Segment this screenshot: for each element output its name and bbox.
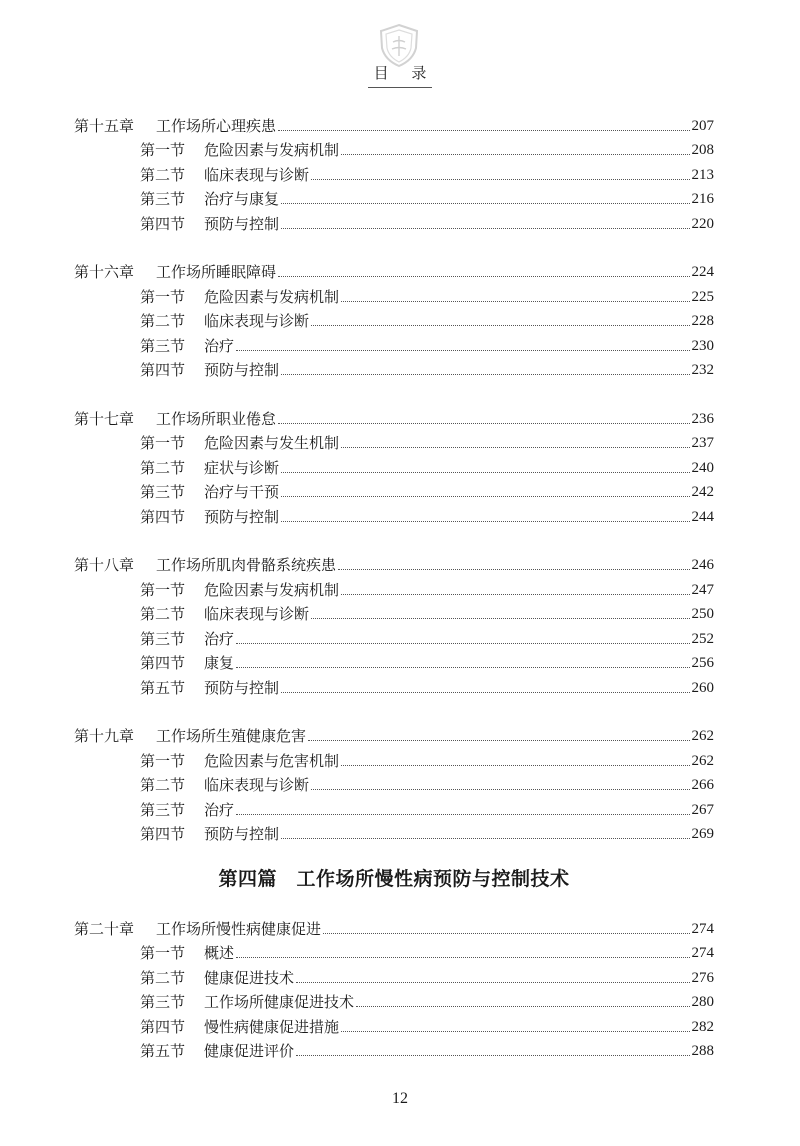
toc-section-entry-page: 262 xyxy=(691,752,714,769)
toc-section-entry-page: 276 xyxy=(691,969,714,986)
toc-section-entry-number: 第二节 xyxy=(140,458,186,477)
toc-section-entry-page: 288 xyxy=(691,1043,714,1059)
dot-leader xyxy=(341,1031,689,1032)
toc-section-entry-title: 治疗 xyxy=(204,800,235,819)
toc-section-entry-title: 危险因素与发生机制 xyxy=(204,434,340,452)
dot-leader xyxy=(311,325,689,326)
toc-chapter-entry-page: 224 xyxy=(691,264,714,280)
toc-section-entry-title: 症状与诊断 xyxy=(204,458,280,477)
dot-leader xyxy=(278,276,689,277)
toc-section-entry-number: 第二节 xyxy=(140,968,186,987)
toc-section-entry-page: 282 xyxy=(691,1018,714,1035)
toc-chapters-part-four xyxy=(74,914,714,1061)
dot-leader xyxy=(281,692,689,693)
toc-section-entry-page: 213 xyxy=(691,166,714,183)
toc-chapter-entry-number: 第二十章 xyxy=(74,919,135,938)
toc-chapter-entry-page: 274 xyxy=(691,920,714,937)
toc-section-entry[interactable] xyxy=(74,282,714,307)
dot-leader xyxy=(278,130,689,131)
toc-section-entry-number: 第一节 xyxy=(140,944,186,962)
toc-section-entry-number: 第二节 xyxy=(140,605,186,623)
toc-section-entry[interactable] xyxy=(74,963,714,988)
toc-chapter-block xyxy=(74,404,714,527)
toc-section-entry[interactable] xyxy=(74,185,714,210)
toc-section-entry[interactable] xyxy=(74,429,714,454)
toc-chapter-entry-number: 第十九章 xyxy=(74,727,135,745)
dot-leader xyxy=(281,228,689,229)
toc-section-entry[interactable] xyxy=(74,331,714,356)
toc-chapter-block xyxy=(74,111,714,234)
dot-leader xyxy=(281,203,689,204)
toc-chapter-entry-number: 第十八章 xyxy=(74,556,135,574)
dot-leader xyxy=(311,618,689,619)
toc-section-entry-page: 250 xyxy=(691,606,714,622)
dot-leader xyxy=(311,789,689,790)
toc-chapter-entry-page: 207 xyxy=(691,117,714,134)
toc-chapter-entry[interactable] xyxy=(74,914,714,939)
toc-section-entry-title: 预防与控制 xyxy=(204,678,280,697)
toc-section-entry-number: 第三节 xyxy=(140,190,186,208)
toc-section-entry-number: 第三节 xyxy=(140,993,186,1011)
toc-section-entry-title: 临床表现与诊断 xyxy=(204,312,310,330)
toc-section-entry[interactable] xyxy=(74,988,714,1013)
dot-leader xyxy=(296,982,689,983)
toc-section-entry[interactable] xyxy=(74,478,714,503)
toc-section-entry-title: 预防与控制 xyxy=(204,361,280,379)
toc-section-entry-number: 第四节 xyxy=(140,214,186,233)
page-number: 12 xyxy=(392,1090,408,1107)
toc-section-entry-title: 预防与控制 xyxy=(204,214,280,233)
toc-section-entry-number: 第四节 xyxy=(140,654,186,672)
dot-leader xyxy=(236,814,689,815)
toc-section-entry-title: 康复 xyxy=(204,654,235,672)
toc-section-entry-number: 第一节 xyxy=(140,141,186,159)
toc-chapter-entry-title: 工作场所心理疾患 xyxy=(156,116,277,135)
toc-section-entry-title: 治疗 xyxy=(204,629,235,648)
toc-section-entry[interactable] xyxy=(74,209,714,234)
toc-section-entry-number: 第三节 xyxy=(140,336,186,355)
toc-section-entry-page: 228 xyxy=(691,313,714,329)
dot-leader xyxy=(236,957,689,958)
toc-section-entry-number: 第二节 xyxy=(140,312,186,330)
toc-section-entry-number: 第一节 xyxy=(140,751,186,770)
toc-section-entry-page: 280 xyxy=(691,994,714,1010)
toc-section-entry-title: 工作场所健康促进技术 xyxy=(204,993,355,1011)
toc-chapter-entry-page: 246 xyxy=(691,557,714,573)
dot-leader xyxy=(236,350,689,351)
toc-section-entry-number: 第五节 xyxy=(140,678,186,697)
toc-section-entry[interactable] xyxy=(74,746,714,771)
toc-section-entry[interactable] xyxy=(74,649,714,674)
toc-section-entry-title: 临床表现与诊断 xyxy=(204,605,310,623)
toc-section-entry-page: 244 xyxy=(691,508,714,525)
toc-section-entry-number: 第一节 xyxy=(140,580,186,599)
toc-chapter-entry-number: 第十五章 xyxy=(74,116,135,135)
part-title: 第四篇 工作场所慢性病预防与控制技术 xyxy=(218,868,570,890)
dot-leader xyxy=(356,1006,689,1007)
toc-chapters-part-three xyxy=(74,111,714,844)
dot-leader xyxy=(236,667,689,668)
toc-section-entry-page: 247 xyxy=(691,581,714,598)
toc-section-entry-page: 237 xyxy=(691,435,714,451)
toc-section-entry-number: 第二节 xyxy=(140,165,186,184)
toc-chapter-entry-title: 工作场所职业倦怠 xyxy=(156,409,277,428)
dot-leader xyxy=(338,569,689,570)
toc-section-entry-page: 274 xyxy=(691,945,714,961)
dot-leader xyxy=(341,447,689,448)
toc-section-entry-title: 危险因素与发病机制 xyxy=(204,287,340,306)
toc-section-entry-page: 242 xyxy=(691,484,714,500)
toc-section-entry[interactable] xyxy=(74,939,714,964)
table-of-contents xyxy=(74,111,714,1085)
toc-section-entry-number: 第二节 xyxy=(140,776,186,794)
toc-section-entry-number: 第三节 xyxy=(140,629,186,648)
toc-section-entry-title: 治疗与康复 xyxy=(204,190,280,208)
dot-leader xyxy=(281,496,689,497)
dot-leader xyxy=(281,374,689,375)
dot-leader xyxy=(323,933,689,934)
toc-chapter-block xyxy=(74,914,714,1061)
toc-section-entry-page: 256 xyxy=(691,655,714,671)
toc-section-entry-title: 危险因素与发病机制 xyxy=(204,141,340,159)
toc-chapter-entry-title: 工作场所生殖健康危害 xyxy=(156,727,307,745)
shield-emblem-icon xyxy=(376,22,422,68)
toc-chapter-entry-number: 第十七章 xyxy=(74,409,135,428)
toc-section-entry-title: 预防与控制 xyxy=(204,825,280,843)
toc-section-entry-page: 220 xyxy=(691,215,714,232)
dot-leader xyxy=(308,740,689,741)
toc-chapter-block xyxy=(74,722,714,845)
toc-section-entry[interactable] xyxy=(74,575,714,600)
dot-leader xyxy=(341,154,689,155)
toc-section-entry[interactable] xyxy=(74,307,714,332)
dot-leader xyxy=(341,594,689,595)
toc-section-entry-title: 治疗 xyxy=(204,336,235,355)
page-header-title: 目 录 xyxy=(373,64,436,82)
toc-section-entry-number: 第一节 xyxy=(140,434,186,452)
toc-chapter-entry-title: 工作场所肌肉骨骼系统疾患 xyxy=(156,556,337,574)
toc-section-entry-title: 临床表现与诊断 xyxy=(204,776,310,794)
toc-chapter-entry[interactable] xyxy=(74,258,714,283)
toc-section-entry-number: 第四节 xyxy=(140,825,186,843)
toc-section-entry[interactable] xyxy=(74,673,714,698)
toc-chapter-entry[interactable] xyxy=(74,551,714,576)
toc-section-entry-page: 266 xyxy=(691,777,714,793)
toc-section-entry-title: 健康促进技术 xyxy=(204,968,295,987)
dot-leader xyxy=(281,838,689,839)
toc-section-entry[interactable] xyxy=(74,453,714,478)
toc-section-entry-title: 危险因素与危害机制 xyxy=(204,751,340,770)
dot-leader xyxy=(341,301,689,302)
toc-section-entry-page: 225 xyxy=(691,288,714,305)
toc-chapter-entry[interactable] xyxy=(74,111,714,136)
toc-section-entry-page: 216 xyxy=(691,191,714,207)
dot-leader xyxy=(278,423,689,424)
toc-section-entry-number: 第四节 xyxy=(140,507,186,526)
toc-section-entry[interactable] xyxy=(74,136,714,161)
toc-chapter-block xyxy=(74,551,714,698)
dot-leader xyxy=(311,179,689,180)
toc-section-entry[interactable] xyxy=(74,820,714,845)
toc-section-entry-number: 第四节 xyxy=(140,361,186,379)
toc-section-entry-page: 230 xyxy=(691,337,714,354)
toc-section-entry-title: 危险因素与发病机制 xyxy=(204,580,340,599)
toc-chapter-entry-number: 第十六章 xyxy=(74,263,135,281)
toc-chapter-entry-title: 工作场所睡眠障碍 xyxy=(156,263,277,281)
toc-section-entry-title: 健康促进评价 xyxy=(204,1042,295,1060)
toc-section-entry[interactable] xyxy=(74,356,714,381)
header-rule xyxy=(368,87,432,88)
toc-chapter-block xyxy=(74,258,714,381)
toc-section-entry-page: 208 xyxy=(691,142,714,158)
toc-section-entry-page: 260 xyxy=(691,679,714,696)
dot-leader xyxy=(281,521,689,522)
dot-leader xyxy=(236,643,689,644)
dot-leader xyxy=(341,765,689,766)
toc-section-entry-page: 240 xyxy=(691,459,714,476)
toc-section-entry-page: 232 xyxy=(691,362,714,378)
toc-chapter-entry[interactable] xyxy=(74,404,714,429)
toc-section-entry-number: 第五节 xyxy=(140,1042,186,1060)
toc-chapter-entry-page: 236 xyxy=(691,410,714,427)
toc-section-entry[interactable] xyxy=(74,160,714,185)
toc-section-entry-page: 269 xyxy=(691,826,714,842)
toc-section-entry[interactable] xyxy=(74,1037,714,1062)
toc-section-entry[interactable] xyxy=(74,1012,714,1037)
toc-section-entry[interactable] xyxy=(74,771,714,796)
toc-section-entry-number: 第一节 xyxy=(140,287,186,306)
dot-leader xyxy=(281,472,689,473)
toc-section-entry[interactable] xyxy=(74,624,714,649)
toc-chapter-entry-page: 262 xyxy=(691,728,714,744)
toc-section-entry-title: 临床表现与诊断 xyxy=(204,165,310,184)
toc-section-entry-title: 治疗与干预 xyxy=(204,483,280,501)
toc-section-entry[interactable] xyxy=(74,795,714,820)
toc-section-entry[interactable] xyxy=(74,502,714,527)
toc-chapter-entry[interactable] xyxy=(74,722,714,747)
toc-section-entry-title: 慢性病健康促进措施 xyxy=(204,1017,340,1036)
dot-leader xyxy=(296,1055,689,1056)
toc-chapter-entry-title: 工作场所慢性病健康促进 xyxy=(156,919,322,938)
toc-section-entry-number: 第三节 xyxy=(140,800,186,819)
toc-section-entry-title: 预防与控制 xyxy=(204,507,280,526)
toc-section-entry-number: 第三节 xyxy=(140,483,186,501)
toc-section-entry-number: 第四节 xyxy=(140,1017,186,1036)
toc-section-entry-title: 概述 xyxy=(204,944,235,962)
toc-section-entry-page: 252 xyxy=(691,630,714,647)
toc-section-entry-page: 267 xyxy=(691,801,714,818)
toc-section-entry[interactable] xyxy=(74,600,714,625)
